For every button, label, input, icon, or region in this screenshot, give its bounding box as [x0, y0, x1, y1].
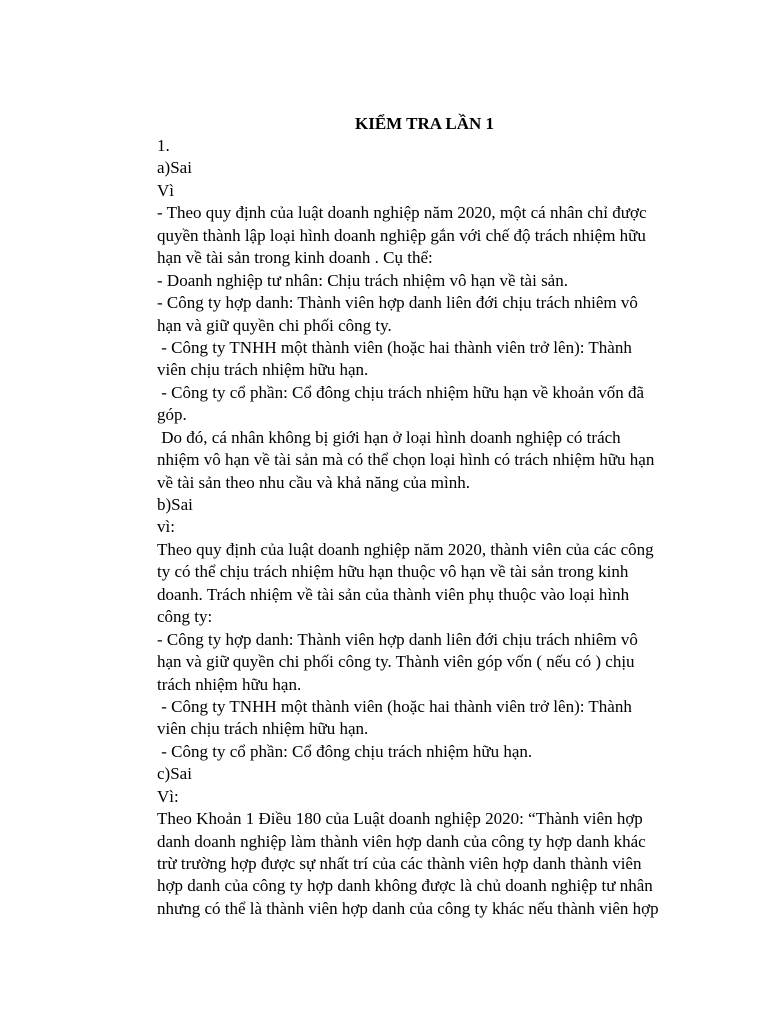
text-line: quyền thành lập loại hình doanh nghiệp gắn với chế độ trách nhiệm hữu	[157, 225, 646, 245]
text-line: góp.	[157, 405, 187, 425]
text-line: doanh. Trách nhiệm về tài sản của thành viên phụ thuộc vào loại hình	[157, 584, 630, 604]
document-body	[157, 135, 692, 920]
text-line: danh doanh nghiệp làm thành viên hợp danh của công ty hợp danh khác	[157, 831, 646, 851]
text-line: nhưng có thể là thành viên hợp danh của công ty khác nếu thành viên hợp	[157, 898, 659, 918]
text-line: vì:	[157, 517, 175, 537]
text-line: b)Sai	[157, 495, 193, 514]
text-line: Vì:	[157, 786, 179, 806]
text-line: - Công ty cổ phần: Cổ đông chịu trách nhiệm hữu hạn.	[157, 741, 533, 761]
text-line: - Công ty cổ phần: Cổ đông chịu trách nhiệm hữu hạn về khoản vốn đã	[157, 382, 645, 402]
text-line: viên chịu trách nhiệm hữu hạn.	[157, 360, 369, 380]
text-line: hợp danh của công ty hợp danh không được là chủ doanh nghiệp tư nhân	[157, 876, 653, 896]
text-line: a)Sai	[157, 158, 192, 178]
text-line: - Theo quy định của luật doanh nghiệp năm 2020, một cá nhân chỉ được	[157, 203, 647, 223]
text-line: viên chịu trách nhiệm hữu hạn.	[157, 719, 369, 739]
text-line: - Công ty TNHH một thành viên (hoặc hai thành viên trở lên): Thành	[157, 696, 632, 716]
text-line: Theo Khoản 1 Điều 180 của Luật doanh nghiệp 2020: “Thành viên hợp	[157, 809, 643, 829]
text-line: hạn và giữ quyền chi phối công ty.	[157, 315, 392, 335]
text-line: hạn về tài sản trong kinh doanh . Cụ thể:	[157, 248, 433, 268]
text-line: ty có thể chịu trách nhiệm hữu hạn thuộc vô hạn về tài sản trong kinh	[157, 562, 629, 582]
text-line: 1.	[157, 136, 170, 155]
document-title: KIỂM TRA LẦN 1	[354, 114, 494, 133]
text-line: - Công ty hợp danh: Thành viên hợp danh liên đới chịu trách nhiêm vô	[157, 293, 638, 313]
text-line: Theo quy định của luật doanh nghiệp năm 2020, thành viên của các công	[157, 539, 654, 559]
text-line: trách nhiệm hữu hạn.	[157, 674, 302, 694]
text-line: công ty:	[157, 607, 213, 627]
text-line: về tài sản theo nhu cầu và khả năng của mình.	[157, 472, 470, 492]
text-line: - Doanh nghiệp tư nhân: Chịu trách nhiệm vô hạn về tài sản.	[157, 270, 568, 290]
text-line: - Công ty hợp danh: Thành viên hợp danh liên đới chịu trách nhiêm vô	[157, 629, 638, 649]
text-line: hạn và giữ quyền chi phối công ty. Thành viên góp vốn ( nếu có ) chịu	[157, 652, 635, 672]
text-line: Vì	[157, 180, 174, 200]
text-line: - Công ty TNHH một thành viên (hoặc hai thành viên trở lên): Thành	[157, 337, 632, 357]
text-line: trừ trường hợp được sự nhất trí của các thành viên hợp danh thành viên	[157, 854, 642, 873]
text-line: Do đó, cá nhân không bị giới hạn ở loại hình doanh nghiệp có trách	[157, 427, 621, 447]
text-line: nhiệm vô hạn về tài sản mà có thể chọn loại hình có trách nhiệm hữu hạn	[157, 450, 655, 470]
text-line: c)Sai	[157, 764, 192, 784]
